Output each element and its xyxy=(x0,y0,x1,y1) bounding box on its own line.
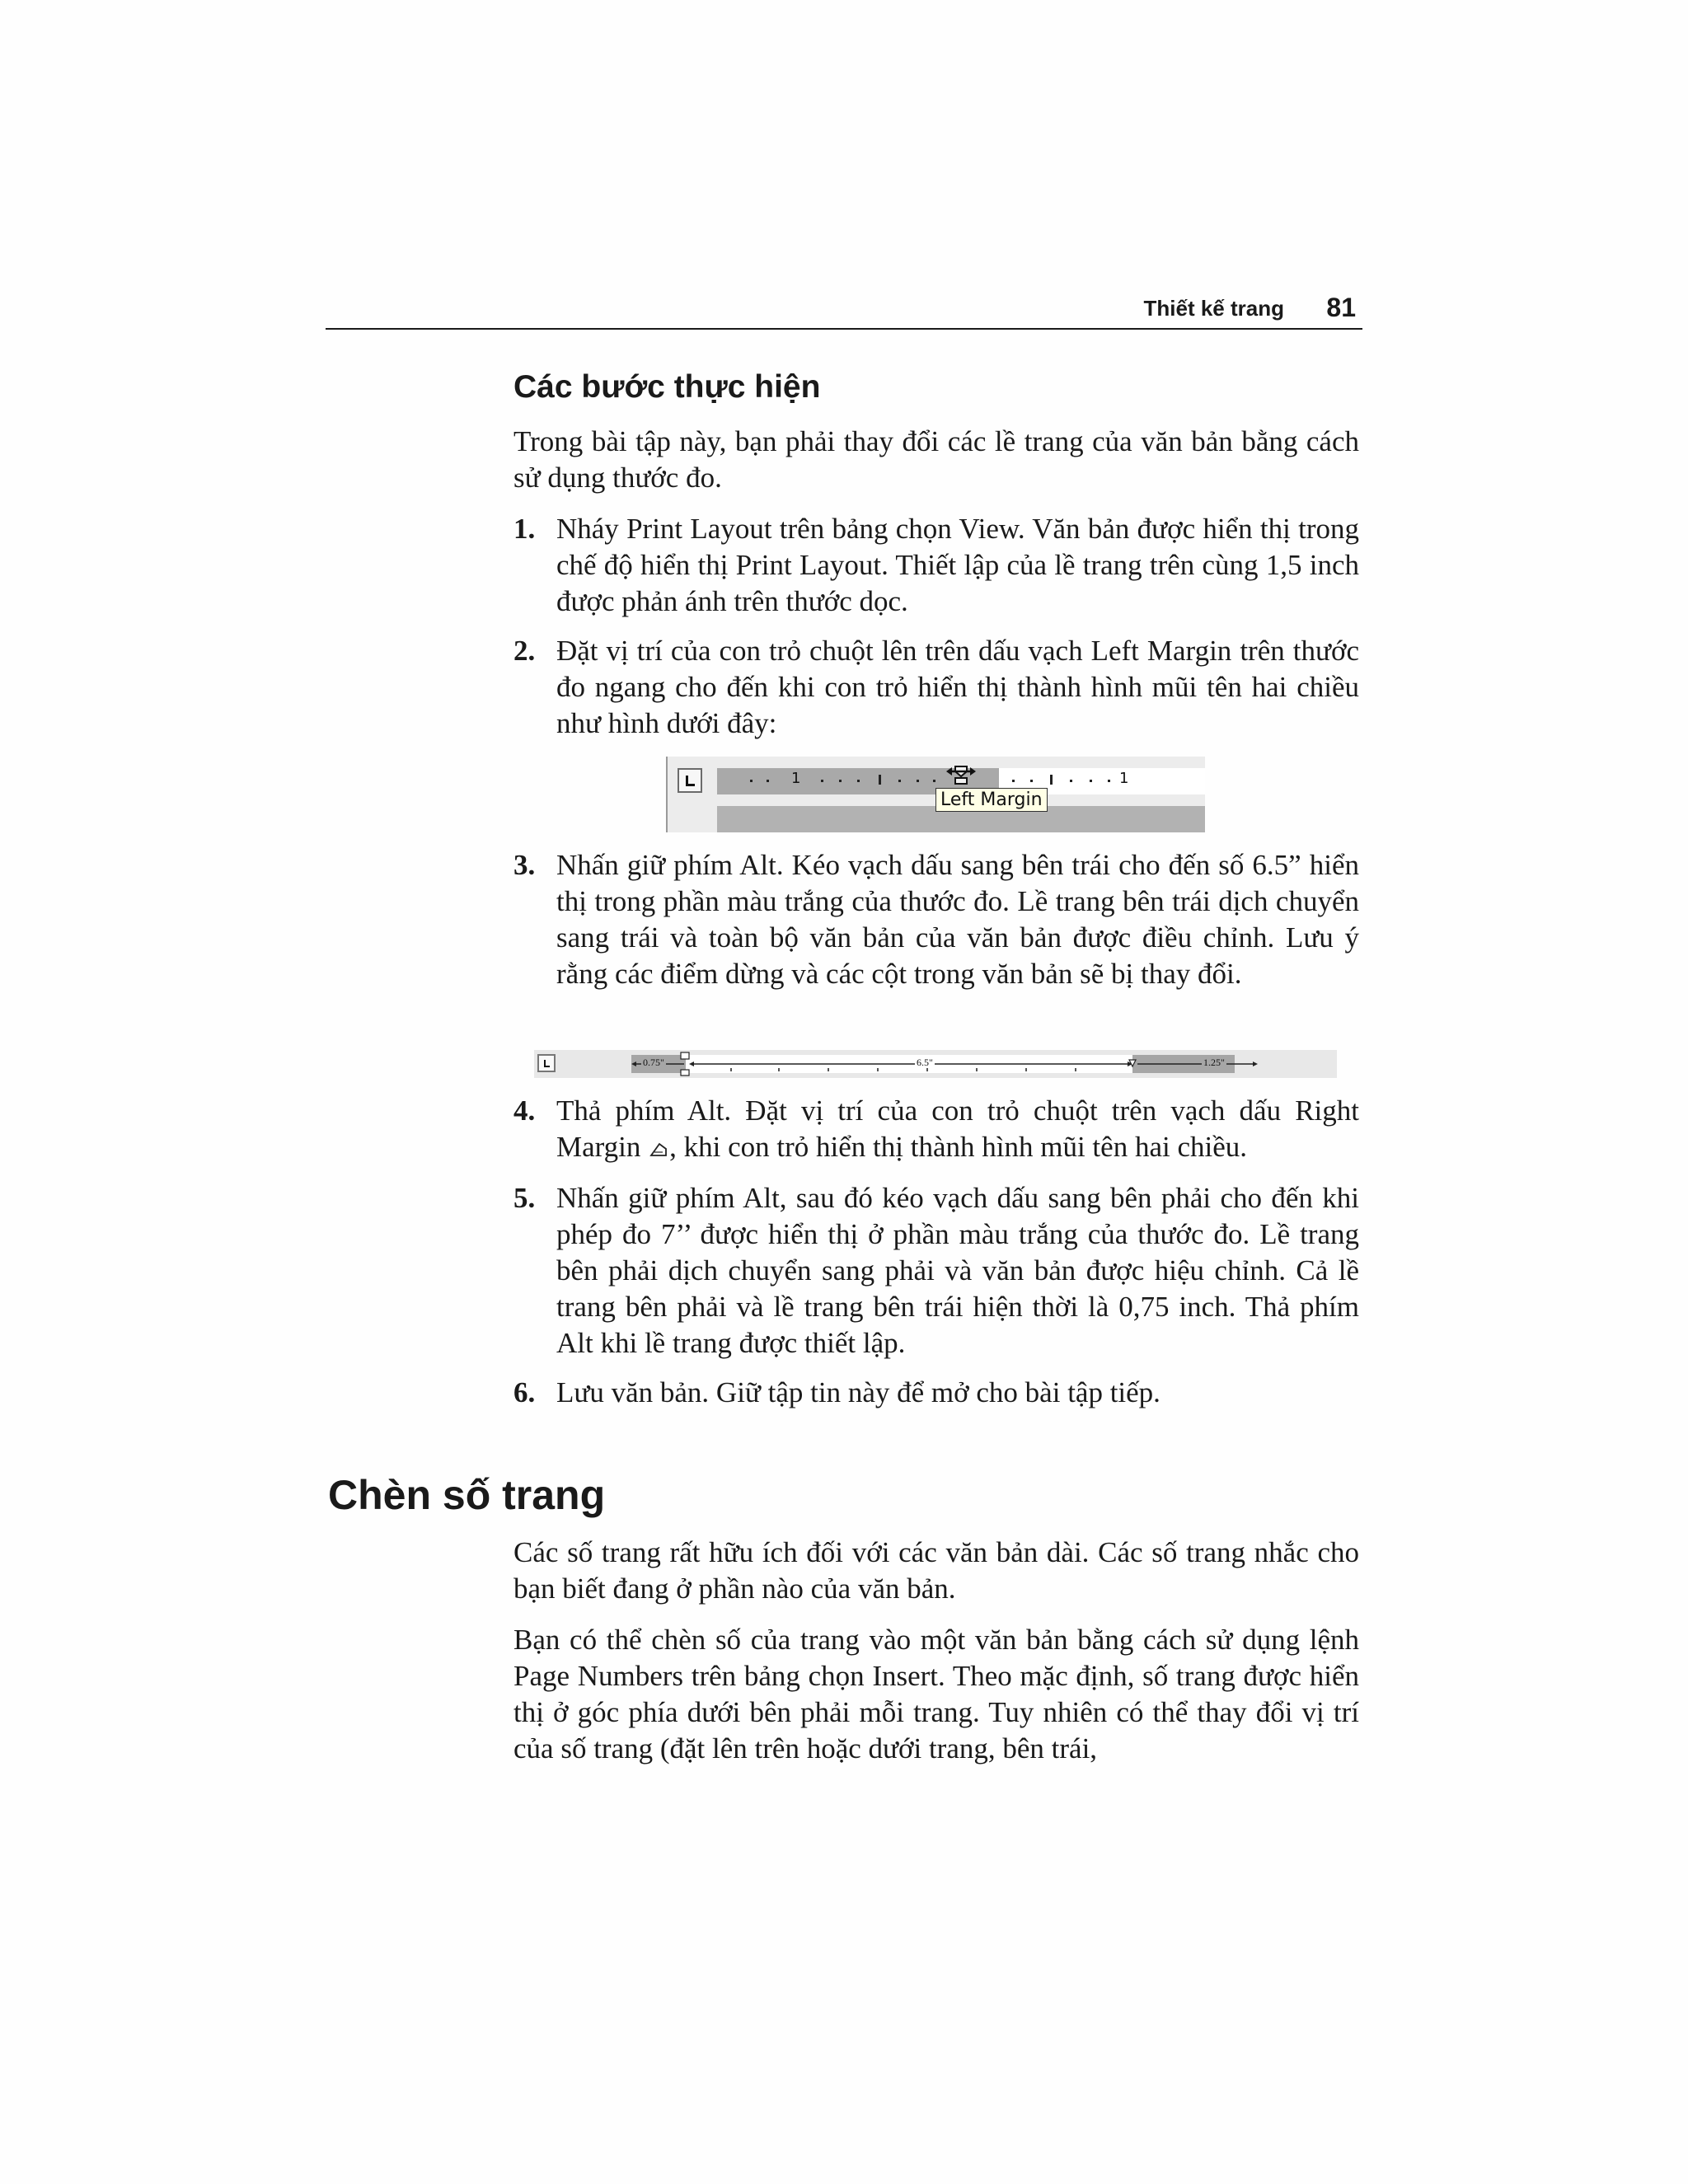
step-number: 3. xyxy=(513,849,536,881)
ruler-tick xyxy=(1070,780,1072,782)
tab-selector-button[interactable] xyxy=(678,768,702,793)
step-text: Nhấn giữ phím Alt, sau đó kéo vạch dấu sang bên phải cho đến khi phép đo 7’’ được hiển thị ở phần màu trắng của thước đo. Lề trang bên phải dịch chuyển sang phải và văn bản được hiệu chỉnh. Cả lề trang bên phải và lề trang bên trái hiện thời là 0,75 inch. Thả phím Alt khi lề trang được thiết lập. xyxy=(556,1182,1359,1359)
step-number: 5. xyxy=(513,1182,536,1214)
ruler-tick xyxy=(767,780,769,782)
right-margin-measure: 1.25" xyxy=(1203,1057,1225,1068)
intro-paragraph: Trong bài tập này, bạn phải thay đổi các lề trang của văn bản bằng cách sử dụng thước đo. xyxy=(513,425,1359,494)
text-width-measure: 6.5" xyxy=(917,1057,933,1068)
ruler-figure-measurements xyxy=(534,1050,1337,1078)
ruler-tick xyxy=(917,780,919,782)
ruler-figure-left-margin xyxy=(666,757,1205,832)
ruler-tick xyxy=(933,780,935,782)
step-6 xyxy=(513,1375,1359,1411)
step-text-part: , khi con trỏ hiển thị thành hình mũi tên hai chiều. xyxy=(669,1131,1247,1163)
page-number: 81 xyxy=(1326,293,1356,322)
step-text xyxy=(556,1093,1359,1165)
ruler-tick xyxy=(1050,775,1053,785)
ruler-tick xyxy=(898,780,901,782)
ruler-tick xyxy=(839,780,842,782)
left-margin-measure: 0.75" xyxy=(643,1057,664,1068)
step-text: Đặt vị trí của con trỏ chuột lên trên dấu vạch Left Margin trên thước đo ngang cho đến khi con trỏ hiển thị thành hình mũi tên hai chiều như hình dưới đây: xyxy=(556,635,1359,739)
ruler-tick xyxy=(879,775,881,785)
step-number: 4. xyxy=(513,1094,536,1127)
left-margin-tooltip: Left Margin xyxy=(935,788,1048,812)
step-text: Nháy Print Layout trên bảng chọn View. Văn bản được hiển thị trong chế độ hiển thị Print Layout. Thiết lập của lề trang trên cùng 1,5 inch được phản ánh trên thước dọc. xyxy=(556,513,1359,617)
ruler-tick xyxy=(821,780,823,782)
ruler-number: 1 xyxy=(1119,770,1129,787)
ruler-tick xyxy=(1090,780,1092,782)
ruler-tick xyxy=(750,780,753,782)
left-tab-icon xyxy=(686,776,695,786)
step-3 xyxy=(513,847,1359,992)
step-text: Lưu văn bản. Giữ tập tin này để mở cho bài tập tiếp. xyxy=(556,1376,1160,1408)
step-4 xyxy=(513,1093,1359,1165)
ruler-tick xyxy=(1012,780,1015,782)
step-text: Nhấn giữ phím Alt. Kéo vạch dấu sang bên trái cho đến số 6.5” hiển thị trong phần màu trắng của thước đo. Lề trang bên trái dịch chuyển sang trái và toàn bộ văn bản của văn bản được điều chỉnh. Lưu ý rằng các điểm dừng và các cột trong văn bản sẽ bị thay đổi. xyxy=(556,849,1359,990)
step-text-part: Thả phím Alt. Đặt vị trí của con trỏ chuột trên vạch dấu Right Margin xyxy=(556,1094,1359,1163)
step-number: 6. xyxy=(513,1376,536,1408)
step-number: 1. xyxy=(513,513,536,545)
ruler-tick xyxy=(1108,780,1110,782)
header-title: Thiết kế trang xyxy=(1143,296,1284,321)
step-2 xyxy=(513,633,1359,742)
right-margin-marker-icon xyxy=(648,1141,669,1159)
step-5 xyxy=(513,1180,1359,1361)
section2-heading: Chèn số trang xyxy=(328,1472,606,1518)
ruler-tick xyxy=(857,780,860,782)
left-margin-marker-icon[interactable] xyxy=(946,763,976,788)
section2-paragraph: Các số trang rất hữu ích đối với các văn bản dài. Các số trang nhắc cho bạn biết đang ở phần nào của văn bản. xyxy=(513,1536,1359,1605)
step-1 xyxy=(513,511,1359,620)
section2-paragraph: Bạn có thể chèn số của trang vào một văn bản bằng cách sử dụng lệnh Page Numbers trên bảng chọn Insert. Theo mặc định, số trang được hiển thị ở góc phía dưới bên phải mỗi trang. Tuy nhiên có thể thay đổi vị trí của số trang (đặt lên trên hoặc dưới trang, bên trái, xyxy=(513,1624,1359,1765)
running-header xyxy=(326,288,1362,330)
section-heading: Các bước thực hiện xyxy=(513,369,821,405)
step-number: 2. xyxy=(513,635,536,667)
ruler-tick xyxy=(1030,780,1033,782)
ruler-number: 1 xyxy=(791,770,801,787)
